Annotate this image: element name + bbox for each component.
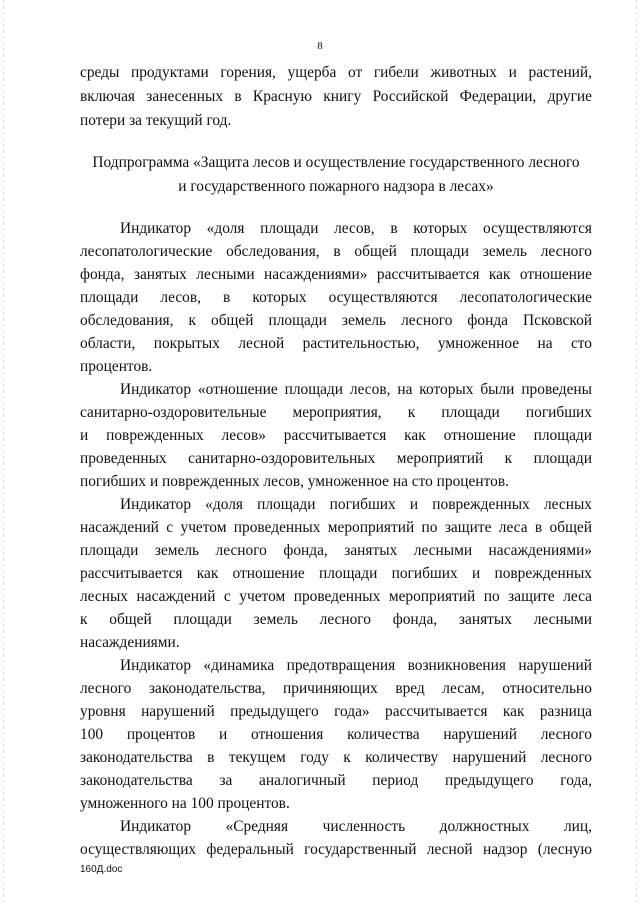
paragraph-1-line-7: процентов. (80, 358, 153, 375)
paragraph-4-line-4: 100 процентов и отношения количества нарушений лесного (80, 726, 592, 743)
paragraph-3-line-6: к общей площади земель лесного фонда, занятых лесными (80, 611, 592, 628)
paragraph-2-line-2: санитарно-оздоровительные мероприятия, к площади погибших (80, 404, 592, 421)
paragraph-4-line-1: Индикатор «динамика предотвращения возникновения нарушений (120, 657, 592, 674)
paragraph-2-line-4: проведенных санитарно-оздоровительных мероприятий к площади (80, 450, 592, 467)
paragraph-2-line-5: погибших и поврежденных лесов, умноженное на сто процентов. (80, 473, 509, 490)
paragraph-1-line-5: обследования, к общей площади земель лесного фонда Псковской (80, 312, 592, 329)
paragraph-3-line-4: рассчитывается как отношение площади погибших и поврежденных (80, 565, 592, 582)
paragraph-3-line-2: насаждений с учетом проведенных мероприятий по защите леса в общей (80, 519, 592, 536)
paragraph-3-line-3: площади земель лесного фонда, занятых лесными насаждениями» (80, 542, 592, 559)
paragraph-4-line-7: умноженного на 100 процентов. (80, 795, 290, 812)
right-scan-edge (636, 0, 637, 905)
paragraph-1-line-3: фонда, занятых лесными насаждениями» рассчитывается как отношение (80, 266, 592, 283)
intro-line-2: включая занесенных в Красную книгу Российской Федерации, другие (80, 88, 592, 105)
paragraph-5-line-1: Индикатор «Средняя численность должностных лиц, (120, 818, 592, 835)
paragraph-1-line-2: лесопатологические обследования, в общей площади земель лесного (80, 243, 592, 260)
paragraph-4-line-6: законодательства за аналогичный период предыдущего года, (80, 772, 592, 789)
paragraph-3-line-1: Индикатор «доля площади погибших и поврежденных лесных (120, 496, 592, 513)
paragraph-4-line-5: законодательства в текущем году к количеству нарушений лесного (80, 749, 592, 766)
page-number: 8 (317, 40, 323, 52)
paragraph-4-line-2: лесного законодательства, причиняющих вред лесам, относительно (80, 680, 592, 697)
file-name-footer: 160Д.doc (80, 864, 123, 875)
intro-line-1: среды продуктами горения, ущерба от гибели животных и растений, (80, 64, 592, 81)
paragraph-2-line-3: и поврежденных лесов» рассчитывается как отношение площади (80, 427, 592, 444)
paragraph-3-line-7: насаждениями. (80, 634, 180, 651)
paragraph-4-line-3: уровня нарушений предыдущего года» рассчитывается как разница (80, 703, 592, 720)
paragraph-5-line-2: осуществляющих федеральный государственный лесной надзор (лесную (80, 841, 592, 858)
subprogram-heading-line-1: Подпрограмма «Защита лесов и осуществление государственного лесного (92, 154, 580, 171)
paragraph-1-line-4: площади лесов, в которых осуществляются лесопатологические (80, 289, 592, 306)
paragraph-1-line-6: области, покрытых лесной растительностью, умноженное на сто (80, 335, 592, 352)
paragraph-3-line-5: лесных насаждений с учетом проведенных мероприятий по защите леса (80, 588, 592, 605)
intro-line-3: потери за текущий год. (80, 112, 232, 129)
paragraph-2-line-1: Индикатор «отношение площади лесов, на которых были проведены (120, 381, 592, 398)
subprogram-heading-line-2: и государственного пожарного надзора в лесах» (178, 178, 494, 195)
paragraph-1-line-1: Индикатор «доля площади лесов, в которых осуществляются (120, 220, 592, 237)
left-scan-edge (3, 0, 4, 905)
